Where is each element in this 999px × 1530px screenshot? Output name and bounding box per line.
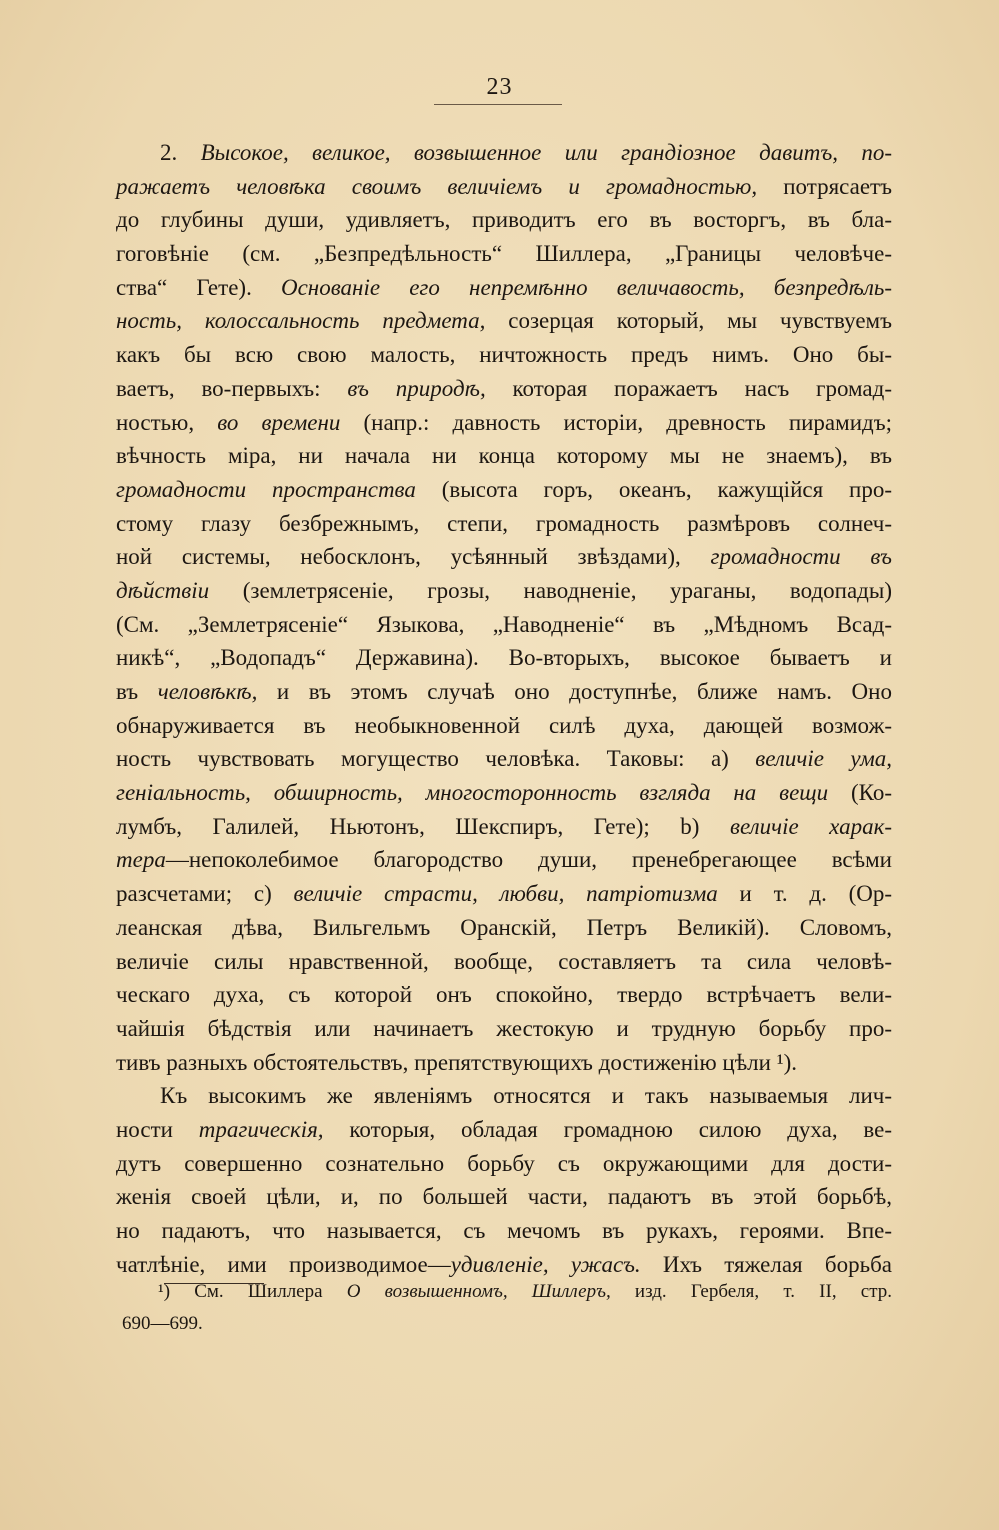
text-run: чатлѣніе, ими производимое—	[116, 1251, 451, 1277]
text-run: созерцая который, мы чувствуемъ	[485, 308, 892, 334]
text-run: ностью,	[116, 409, 218, 435]
text-line	[116, 945, 892, 979]
text-line	[116, 237, 892, 271]
text-run: леанская дѣва, Вильгельмъ Оранскій, Петръ Великій). Словомъ,	[116, 914, 892, 940]
text-run: дутъ совершенно сознательно борьбу съ окружающими для дости-	[116, 1150, 892, 1176]
text-line	[116, 473, 892, 507]
text-run: (землетрясеніе, грозы, наводненіе, ураганы, водопады)	[209, 577, 892, 603]
footnote	[122, 1276, 892, 1340]
text-run: женія своей цѣли, и, по большей части, падаютъ въ этой борьбѣ,	[116, 1184, 892, 1210]
text-run: (напр.: давность исторіи, древность пирамидъ;	[340, 409, 892, 435]
text-line	[116, 338, 892, 372]
italic-phrase: ражаетъ человѣка своимъ величіемъ и громадностью,	[116, 173, 758, 199]
text-line	[116, 1180, 892, 1214]
text-run: въ	[116, 679, 158, 704]
text-line	[116, 675, 892, 709]
text-run: ¹) См. Шиллера	[158, 1281, 347, 1302]
text-run: которая поражаетъ насъ громад-	[485, 375, 892, 401]
text-run: ности	[116, 1116, 199, 1142]
italic-phrase: тера	[116, 847, 166, 873]
text-line	[116, 1113, 892, 1147]
text-line	[116, 1046, 892, 1080]
text-run: потрясаетъ	[757, 173, 892, 199]
text-run: Ихъ тяжелая борьба	[640, 1251, 892, 1277]
text-run: 2.	[160, 140, 201, 165]
text-line	[116, 978, 892, 1012]
text-run: величіе силы нравственной, вообще, составляетъ та сила человѣ-	[116, 948, 892, 974]
text-run: и въ этомъ случаѣ оно доступнѣе, ближе намъ. Оно	[257, 679, 892, 704]
text-line	[116, 810, 892, 844]
text-run: гоговѣніе (см. „Безпредѣльность“ Шиллера, „Границы человѣче-	[116, 241, 892, 267]
body-text	[116, 136, 892, 1281]
text-line	[116, 608, 892, 642]
italic-phrase: въ природѣ,	[347, 375, 486, 401]
text-line	[116, 911, 892, 945]
text-line	[116, 742, 892, 776]
italic-phrase: во времени	[217, 409, 341, 435]
text-run: Къ высокимъ же явленіямъ относятся и такъ называемыя лич-	[160, 1083, 892, 1109]
text-line	[116, 843, 892, 877]
italic-phrase: величіе ума,	[755, 746, 892, 772]
text-run: ческаго духа, съ которой онъ спокойно, твердо встрѣчаетъ вели-	[116, 982, 892, 1008]
text-line	[116, 1079, 892, 1113]
text-line	[116, 507, 892, 541]
text-line	[116, 1147, 892, 1181]
italic-phrase: величіе страсти, любви, патріотизма	[293, 881, 718, 907]
text-line	[116, 574, 892, 608]
text-run: ваетъ, во-первыхъ:	[116, 375, 348, 401]
italic-phrase: Высокое, великое, возвышенное или грандіозное давитъ, по-	[200, 140, 893, 165]
header-rule	[434, 104, 562, 105]
italic-phrase: трагическія,	[198, 1116, 324, 1142]
italic-phrase: геніальность, обширность, многосторонность взгляда на вещи	[116, 780, 829, 806]
footnote-line	[122, 1308, 892, 1340]
text-line	[116, 203, 892, 237]
text-line	[116, 641, 892, 675]
text-run: (Ко-	[828, 780, 893, 806]
text-run: ной системы, небосклонъ, усѣянный звѣздами),	[116, 544, 711, 570]
text-line	[116, 1012, 892, 1046]
text-line	[116, 304, 892, 338]
text-line	[116, 877, 892, 911]
italic-phrase: человѣкѣ,	[157, 679, 258, 704]
text-run: стому глазу безбрежнымъ, степи, громадность размѣровъ солнеч-	[116, 510, 892, 536]
text-run: чайшія бѣдствія или начинаетъ жестокую и трудную борьбу про-	[116, 1015, 892, 1041]
text-run: разсчетами; c)	[116, 881, 294, 907]
text-run: тивъ разныхъ обстоятельствъ, препятствующихъ достиженію цѣли ¹).	[116, 1049, 798, 1075]
text-run: никѣ“, „Водопадъ“ Державина). Во-вторыхъ, высокое бываетъ и	[116, 645, 892, 671]
text-line	[116, 540, 892, 574]
footnote-line	[150, 1276, 892, 1308]
text-run: которыя, обладая громадною силою духа, ве-	[323, 1116, 892, 1142]
text-line	[116, 439, 892, 473]
text-run: (высота горъ, океанъ, кажущійся про-	[415, 476, 893, 502]
italic-phrase: Основаніе его непремѣнно величавость, безпредѣль-	[280, 274, 893, 300]
text-run: —непоколебимое благородство души, пренебрегающее всѣми	[165, 847, 892, 873]
text-run: какъ бы всю свою малость, ничтожность предъ нимъ. Оно бы-	[116, 342, 892, 368]
text-run: 690—699.	[122, 1313, 203, 1334]
italic-phrase: громадности въ	[710, 544, 892, 570]
italic-phrase: удивленіе, ужасъ.	[450, 1251, 641, 1277]
text-run: лумбъ, Галилей, Ньютонъ, Шекспиръ, Гете); b)	[116, 813, 730, 839]
italic-phrase: величіе харак-	[729, 813, 892, 839]
text-line	[116, 136, 892, 170]
page-number: 23	[486, 74, 513, 100]
text-run: (См. „Землетрясеніе“ Языкова, „Наводненіе“ въ „Мѣдномъ Всад-	[116, 611, 892, 637]
text-run: обнаруживается въ необыкновенной силѣ духа, дающей возмож-	[116, 712, 892, 738]
italic-phrase: громадности пространства	[116, 476, 416, 502]
text-run: и т. д. (Ор-	[717, 881, 893, 907]
text-line	[116, 1214, 892, 1248]
text-run: до глубины души, удивляетъ, приводитъ его въ восторгъ, въ бла-	[116, 207, 892, 233]
text-line	[116, 709, 892, 743]
text-line	[116, 372, 892, 406]
text-line	[116, 776, 892, 810]
text-run: изд. Гербеля, т. II, стр.	[610, 1281, 892, 1302]
text-line	[116, 406, 892, 440]
italic-phrase: ность, колоссальность предмета,	[116, 308, 486, 334]
text-line	[116, 170, 892, 204]
italic-phrase: дѣйствіи	[116, 577, 210, 603]
text-line	[116, 271, 892, 305]
text-run: но падаютъ, что называется, съ мечомъ въ рукахъ, героями. Впе-	[116, 1218, 892, 1243]
text-run: вѣчность міра, ни начала ни конца которому мы не знаемъ), въ	[116, 443, 892, 469]
text-run: ства“ Гете).	[116, 274, 281, 300]
text-run: ность чувствовать могущество человѣка. Таковы: a)	[116, 746, 756, 772]
italic-phrase: О возвышенномъ, Шиллеръ,	[346, 1281, 611, 1302]
